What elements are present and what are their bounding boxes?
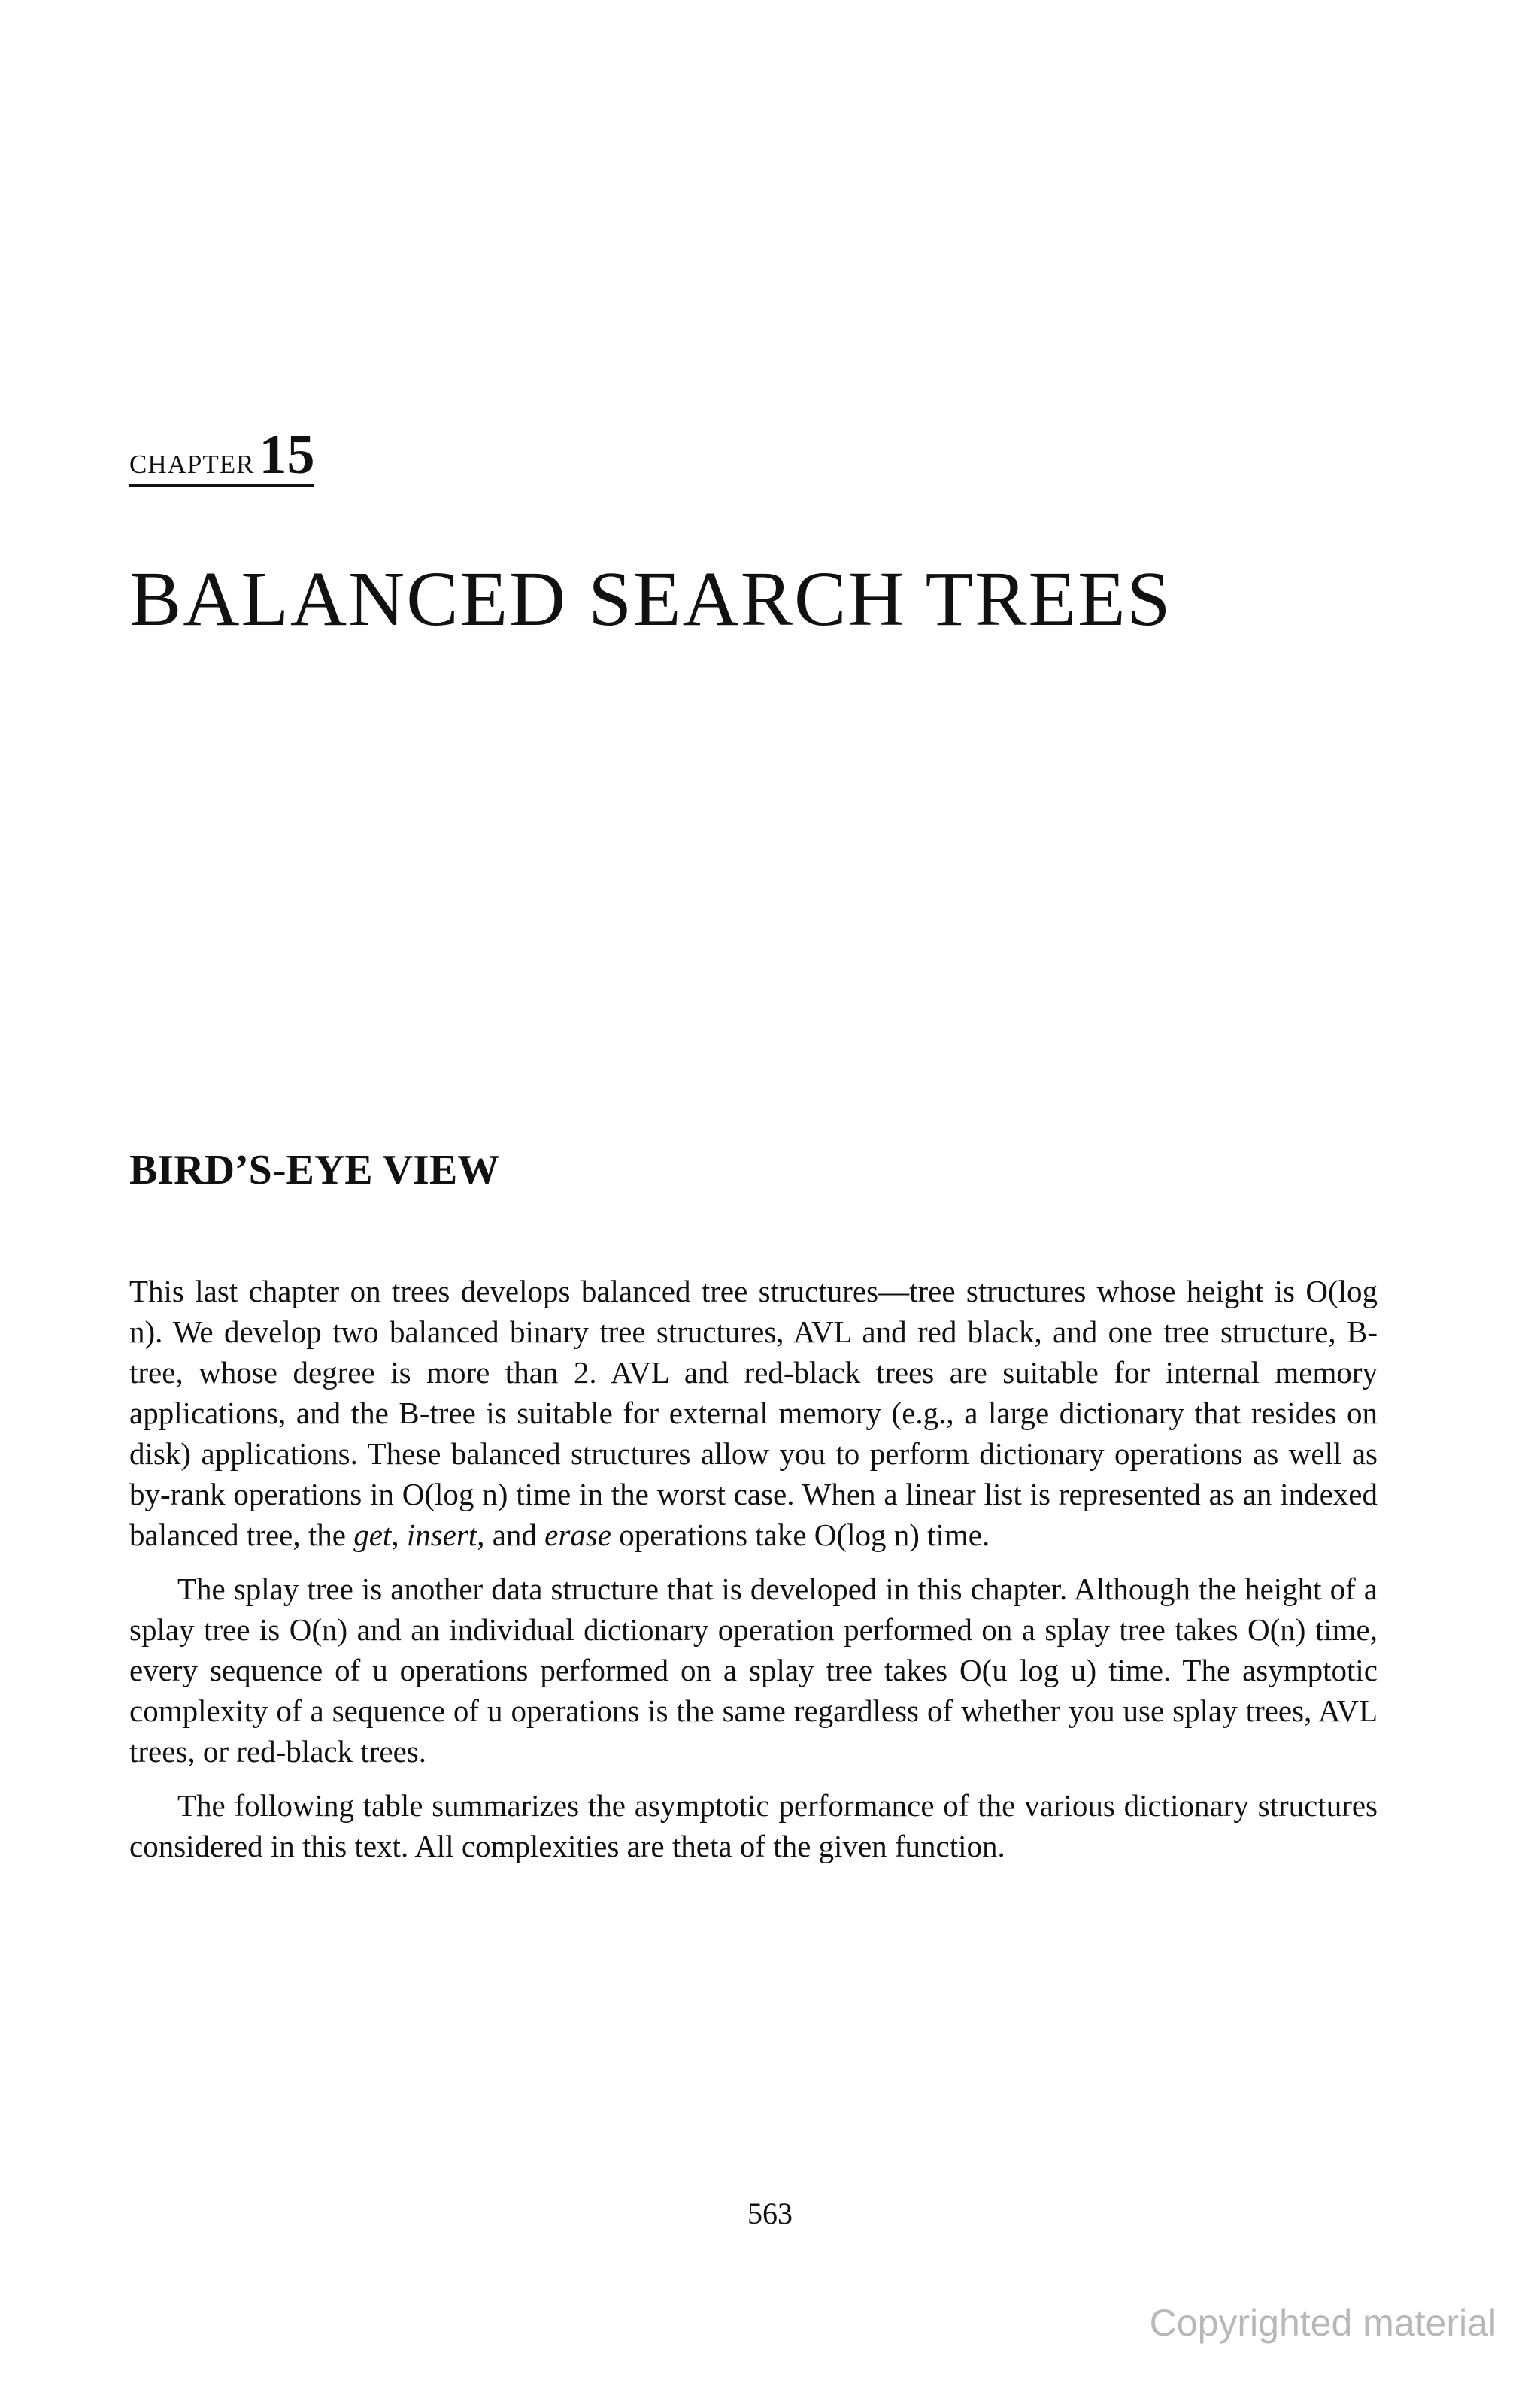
copyright-watermark: Copyrighted material	[1149, 2302, 1496, 2344]
term-get: get	[353, 1517, 392, 1552]
paragraph-1	[129, 1271, 1378, 1555]
paragraph-2: The splay tree is another data structure that is developed in this chapter. Although the height of a splay tree is O(n) and an individual dictionary operation performed on a splay tree takes O(n) time, every sequence of u operations performed on a splay tree takes O(u log u) time. The asymptotic complexity of a sequence of u operations is the same regardless of whether you use splay trees, AVL trees, or red-black trees.	[129, 1572, 1378, 1769]
chapter-word: chapter	[129, 439, 255, 481]
paragraph-1-part-a: This last chapter on trees develops balanced tree structures—tree structures whose height is O(log n). We develop two balanced binary tree structures, AVL and red black, and one tree structure, B-tree, whose degree is more than 2. AVL and red-black trees are suitable for internal memory applications, and the B-tree is suitable for external memory (e.g., a large dictionary that resides on disk) applications. These balanced structures allow you to perform dictionary operations as well as by-rank operations in O(log n) time in the worst case. When a linear list is represented as an indexed balanced tree, the	[129, 1274, 1378, 1552]
chapter-label	[129, 424, 315, 487]
paragraph-1-part-c: , and	[477, 1517, 545, 1552]
body-text	[129, 1271, 1378, 1880]
paragraph-3: The following table summarizes the asymptotic performance of the various dictionary structures considered in this text. All complexities are theta of the given function.	[129, 1788, 1378, 1863]
section-heading: BIRD’S-EYE VIEW	[129, 1147, 500, 1193]
page-number: 563	[747, 2197, 793, 2230]
chapter-number: 15	[259, 424, 315, 486]
paragraph-1-part-b: ,	[391, 1517, 407, 1552]
term-insert: insert	[406, 1517, 477, 1552]
paragraph-1-part-d: operations take O(log n) time.	[611, 1517, 990, 1552]
chapter-title: BALANCED SEARCH TREES	[129, 556, 1172, 642]
term-erase: erase	[544, 1517, 611, 1552]
